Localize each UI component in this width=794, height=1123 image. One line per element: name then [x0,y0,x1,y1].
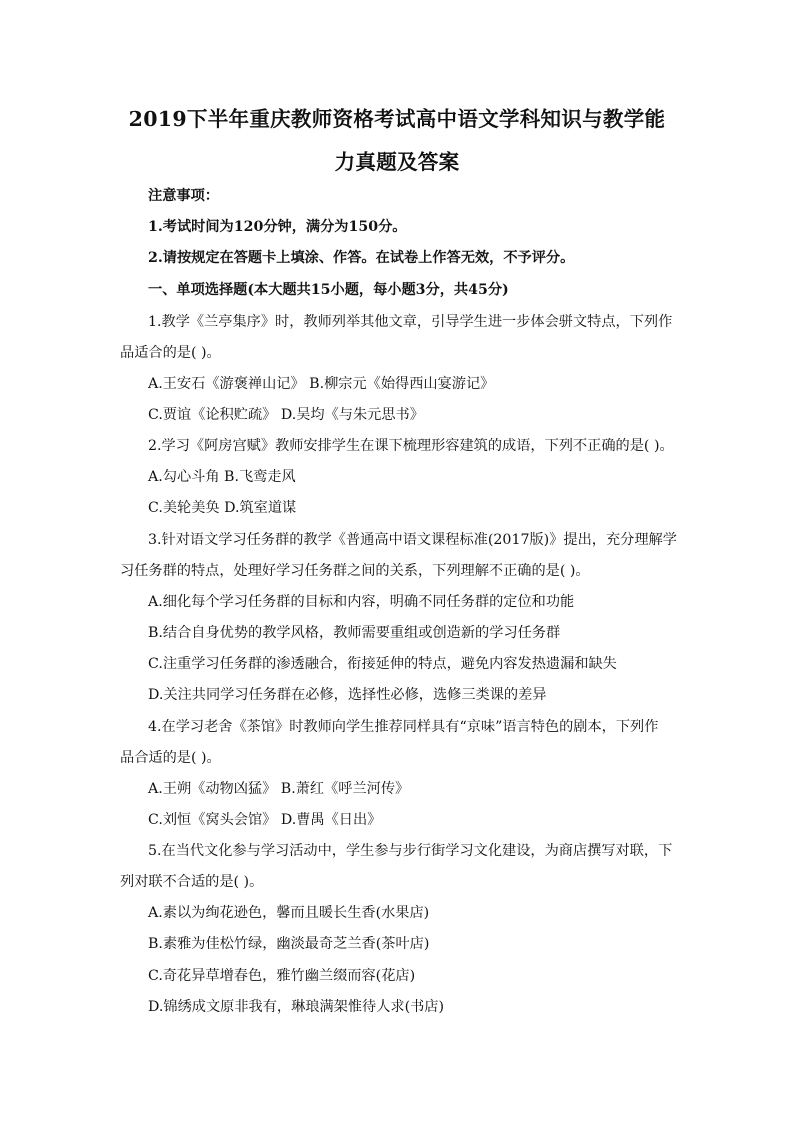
question-3-option-b: B.结合自身优势的教学风格，教师需要重组或创造新的学习任务群 [148,625,561,641]
question-3-stem: 3.针对语文学习任务群的教学《普通高中语文课程标准(2017版)》提出，充分理解学 [148,532,677,548]
title-line-1: 2019下半年重庆教师资格考试高中语文学科知识与教学能 [128,107,666,131]
question-4-options-ab: A.王朔《动物凶猛》 B.萧红《呼兰河传》 [148,781,410,797]
question-4-options-cd: C.刘恒《窝头会馆》 D.曹禺《日出》 [148,812,382,828]
question-2-options-ab: A.勾心斗角 B.飞鸾走风 [148,469,296,485]
question-3-option-d: D.关注共同学习任务群在必修，选择性必修，选修三类课的差异 [148,687,547,703]
question-2-stem: 2.学习《阿房宫赋》教师安排学生在课下梳理形容建筑的成语，下列不正确的是( )。 [148,438,674,454]
question-4-stem-cont: 品合适的是( )。 [120,750,221,766]
question-3-option-c: C.注重学习任务群的渗透融合，衔接延伸的特点，避免内容发热遗漏和缺失 [148,656,617,672]
section-heading: 一、单项选择题(本大题共15小题，每小题3分，共45分) [148,282,509,298]
question-5-option-b: B.素雅为佳松竹绿，幽淡最奇芝兰香(茶叶店) [148,936,430,952]
question-1-stem-cont: 品适合的是( )。 [120,345,221,361]
notice-heading: 注意事项： [148,188,219,204]
notice-item-1: 1.考试时间为120分钟，满分为150分。 [148,219,407,235]
question-5-option-d: D.锦绣成文原非我有，琳琅满架惟待人求(书店) [148,999,445,1015]
title-line-2: 力真题及答案 [334,150,460,174]
question-1-stem: 1.教学《兰亭集序》时，教师列举其他文章，引导学生进一步体会骈文特点，下列作 [148,314,673,330]
question-5-option-c: C.奇花异草增春色，雅竹幽兰缀而容(花店) [148,968,416,984]
question-2-options-cd: C.美轮美奂 D.筑室道谋 [148,500,297,516]
question-1-options-ab: A.王安石《游褒禅山记》 B.柳宗元《始得西山宴游记》 [148,376,495,392]
document-title [110,98,684,184]
question-5-stem: 5.在当代文化参与学习活动中，学生参与步行街学习文化建设，为商店撰写对联，下 [148,843,673,859]
question-5-option-a: A.素以为绚花逊色，馨而且暖长生香(水果店) [148,905,430,921]
question-3-option-a: A.细化每个学习任务群的目标和内容，明确不同任务群的定位和功能 [148,594,575,610]
question-1-options-cd: C.贾谊《论积贮疏》 D.吴均《与朱元思书》 [148,407,424,423]
question-5-stem-cont: 列对联不合适的是( )。 [120,874,264,890]
question-3-stem-cont: 习任务群的特点，处理好学习任务群之间的关系，下列理解不正确的是( )。 [120,563,590,579]
notice-item-2: 2.请按规定在答题卡上填涂、作答。在试卷上作答无效，不予评分。 [148,250,575,266]
question-4-stem: 4.在学习老舍《茶馆》时教师向学生推荐同样具有“京味”语言特色的剧本，下列作 [148,719,659,735]
